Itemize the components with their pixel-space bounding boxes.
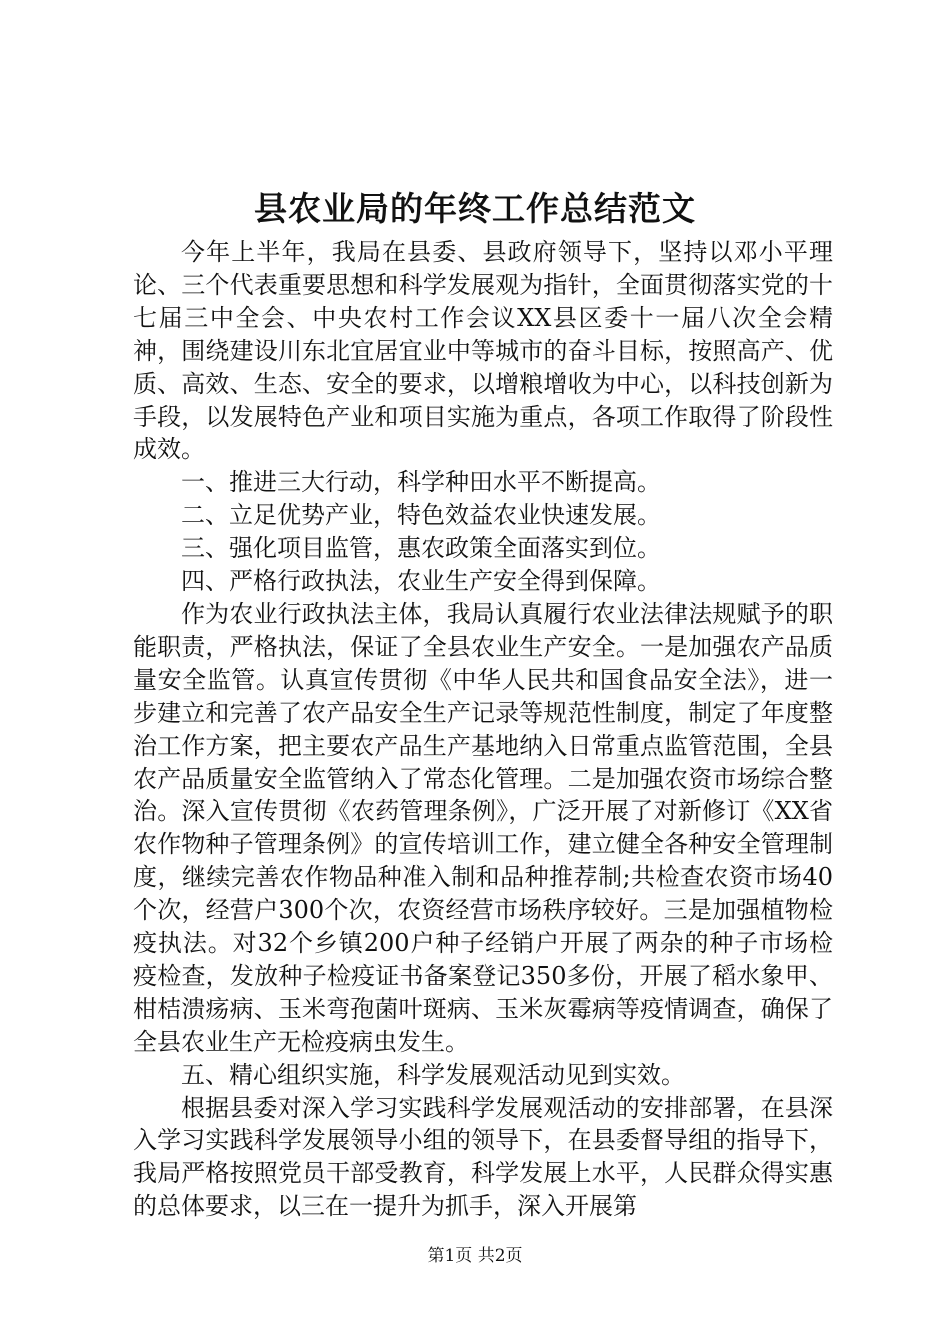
- document-body: [133, 236, 833, 1223]
- section-heading-3: 三、强化项目监管，惠农政策全面落实到位。: [181, 534, 661, 563]
- section-heading-4: 四、严格行政执法，农业生产安全得到保障。: [181, 567, 661, 596]
- section-heading-5: 五、精心组织实施，科学发展观活动见到实效。: [181, 1060, 685, 1089]
- section-heading-1: 一、推进三大行动，科学种田水平不断提高。: [181, 468, 661, 497]
- paragraph-law-enforcement: 作为农业行政执法主体，我局认真履行农业法律法规赋予的职能职责，严格执法，保证了全县农业生产安全。一是加强农产品质量安全监管。认真宣传贯彻《中华人民共和国食品安全法》，进一步建立和完善了农产品安全生产记录等规范性制度，制定了年度整治工作方案，把主要农产品生产基地纳入日常重点监管范围，全县农产品质量安全监管纳入了常态化管理。二是加强农资市场综合整治。深入宣传贯彻《农药管理条例》，广泛开展了对新修订《XX省农作物种子管理条例》的宣传培训工作，建立健全各种安全管理制度，继续完善农作物品种准入制和品种推荐制;共检查农资市场40个次，经营户300个次，农资经营市场秩序较好。三是加强植物检疫执法。对32个乡镇200户种子经销户开展了两杂的种子市场检疫检查，发放种子检疫证书备案登记350多份，开展了稻水象甲、柑桔溃疡病、玉米弯孢菌叶斑病、玉米灰霉病等疫情调查，确保了全县农业生产无检疫病虫发生。: [133, 599, 833, 1056]
- page-number-footer: 第1页 共2页: [427, 1246, 523, 1266]
- section-heading-2: 二、立足优势产业，特色效益农业快速发展。: [181, 501, 661, 530]
- document-title: 县农业局的年终工作总结范文: [254, 189, 696, 228]
- paragraph-scientific-development: 根据县委对深入学习实践科学发展观活动的安排部署，在县深入学习实践科学发展领导小组的领导下，在县委督导组的指导下，我局严格按照党员干部受教育，科学发展上水平，人民群众得实惠的总体要求，以三在一提升为抓手，深入开展第: [133, 1093, 833, 1221]
- paragraph-intro: 今年上半年，我局在县委、县政府领导下，坚持以邓小平理论、三个代表重要思想和科学发展观为指针，全面贯彻落实党的十七届三中全会、中央农村工作会议XX县区委十一届八次全会精神，围绕建设川东北宜居宜业中等城市的奋斗目标，按照高产、优质、高效、生态、安全的要求，以增粮增收为中心，以科技创新为手段，以发展特色产业和项目实施为重点，各项工作取得了阶段性成效。: [133, 238, 833, 464]
